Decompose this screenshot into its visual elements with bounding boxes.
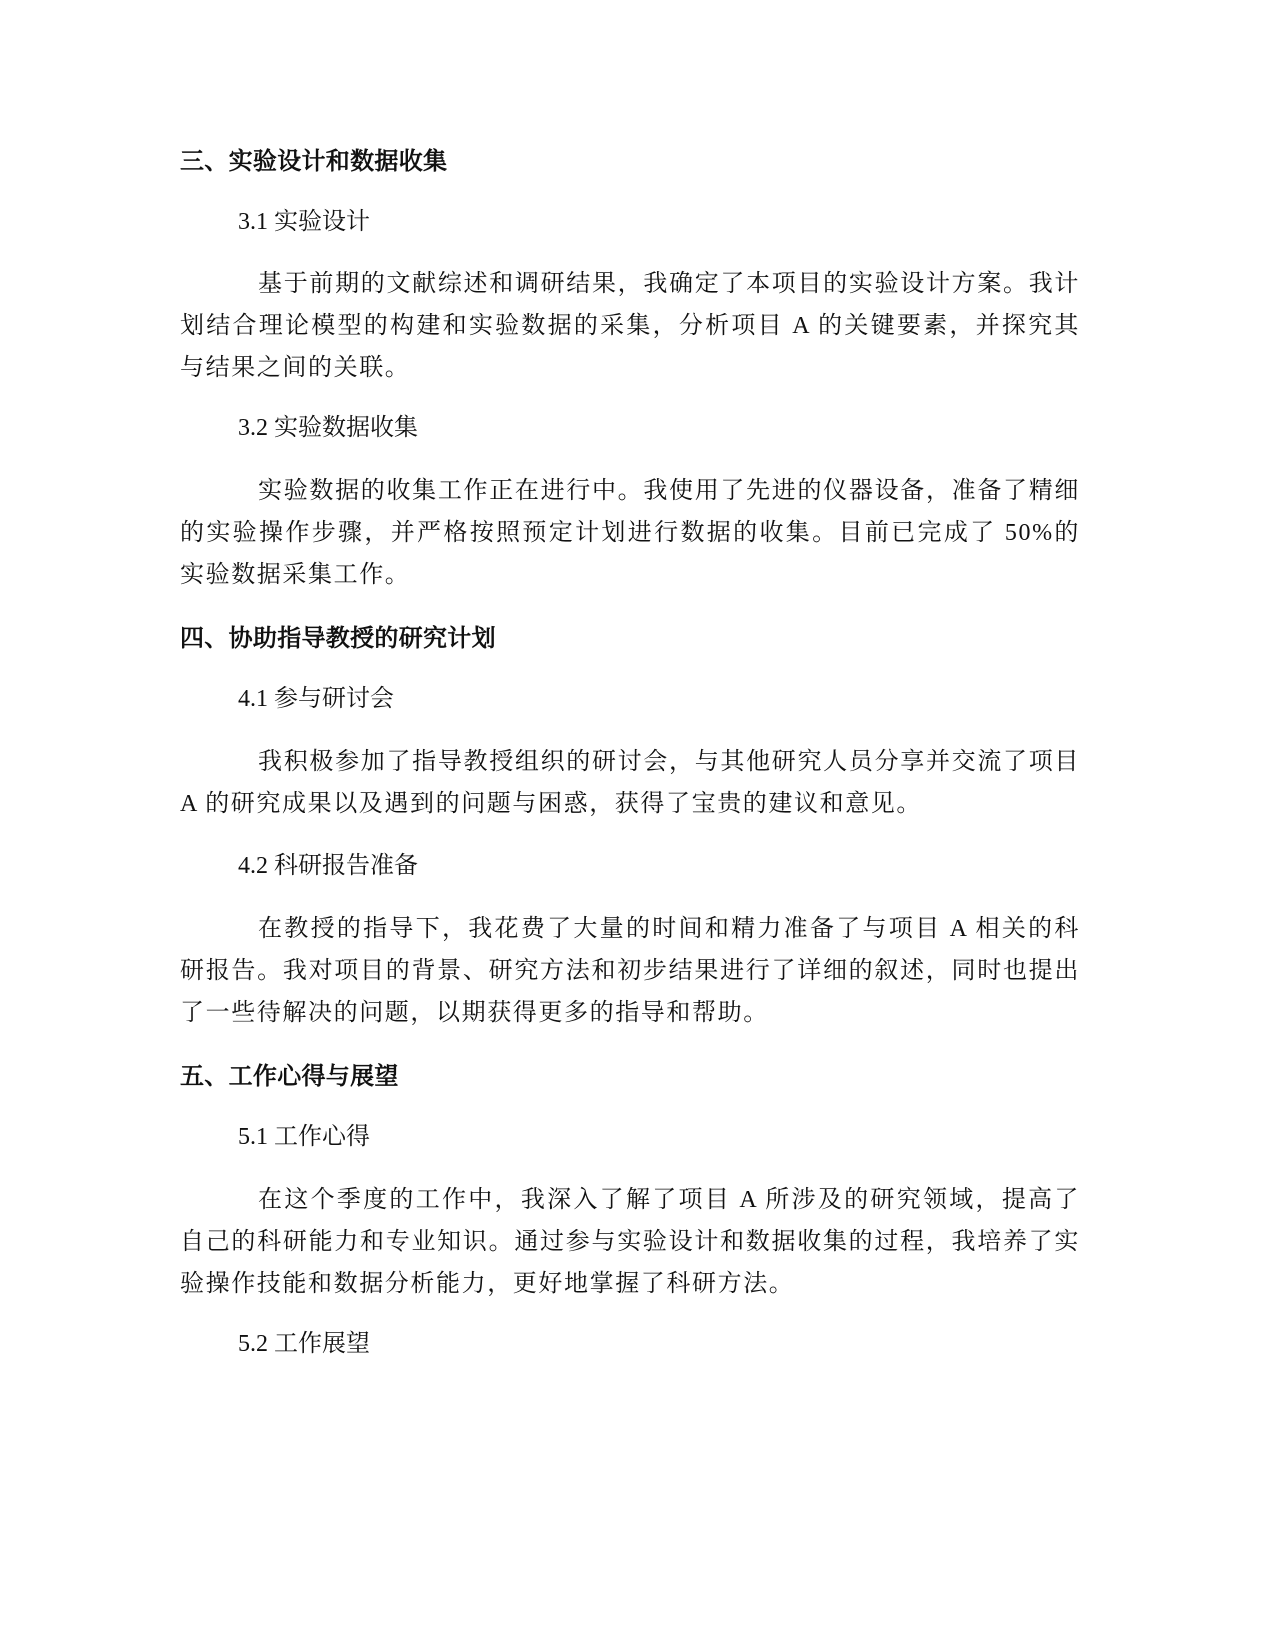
paragraph-3-1: 基于前期的文献综述和调研结果，我确定了本项目的实验设计方案。我计划结合理论模型的构建和实验数据的采集，分析项目 A 的关键要素，并探究其与结果之间的关联。 (180, 271, 1080, 381)
subsection-title-5-1: 5.1 工作心得 (238, 1124, 370, 1150)
paragraph-4-1: 我积极参加了指导教授组织的研讨会，与其他研究人员分享并交流了项目 A 的研究成果以及遇到的问题与困惑，获得了宝贵的建议和意见。 (180, 749, 1080, 817)
section-heading-3: 三、实验设计和数据收集 (180, 147, 448, 175)
paragraph-5-1: 在这个季度的工作中，我深入了解了项目 A 所涉及的研究领域，提高了自己的科研能力和专业知识。通过参与实验设计和数据收集的过程，我培养了实验操作技能和数据分析能力，更好地掌握了科研方法。 (180, 1187, 1080, 1297)
subsection-title-3-1: 3.1 实验设计 (238, 209, 370, 235)
section-heading-4: 四、协助指导教授的研究计划 (180, 624, 496, 652)
paragraph-3-2: 实验数据的收集工作正在进行中。我使用了先进的仪器设备，准备了精细的实验操作步骤，并严格按照预定计划进行数据的收集。目前已完成了 50%的实验数据采集工作。 (180, 478, 1080, 588)
subsection-title-3-2: 3.2 实验数据收集 (238, 415, 418, 441)
section-heading-5: 五、工作心得与展望 (180, 1062, 399, 1090)
paragraph-4-2: 在教授的指导下，我花费了大量的时间和精力准备了与项目 A 相关的科研报告。我对项目的背景、研究方法和初步结果进行了详细的叙述，同时也提出了一些待解决的问题，以期获得更多的指导和帮助。 (180, 916, 1080, 1026)
subsection-title-4-2: 4.2 科研报告准备 (238, 853, 418, 879)
subsection-title-5-2: 5.2 工作展望 (238, 1331, 370, 1357)
subsection-title-4-1: 4.1 参与研讨会 (238, 686, 394, 712)
